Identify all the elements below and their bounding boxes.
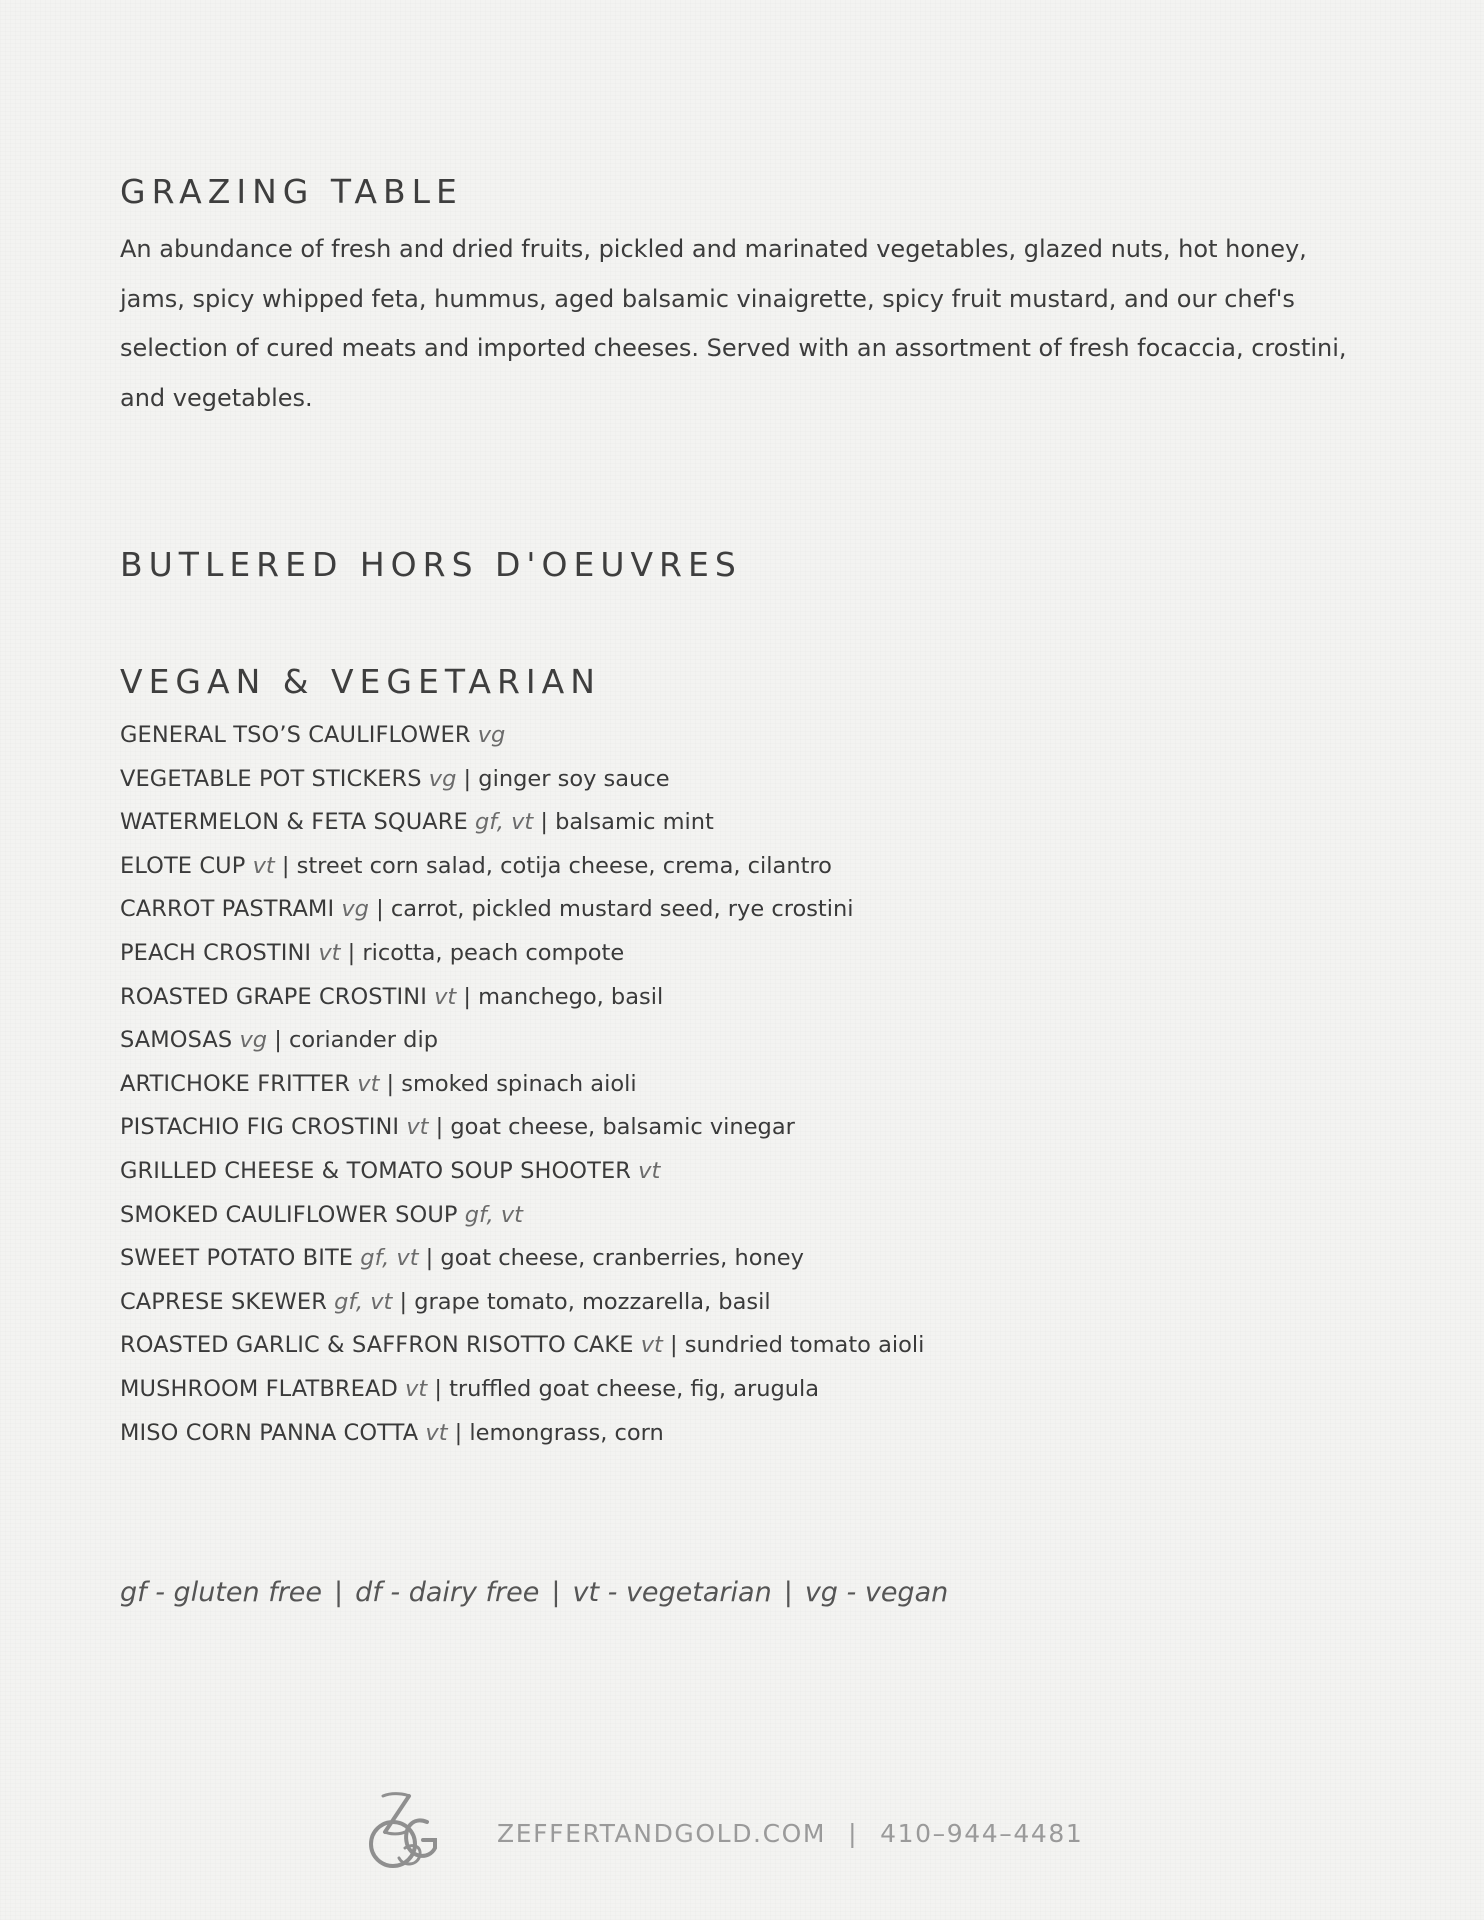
phone-number[interactable]: 410–944–4481 xyxy=(880,1818,1084,1848)
vegan-vegetarian-heading: VEGAN & VEGETARIAN xyxy=(120,662,601,701)
menu-item-separator: | xyxy=(340,939,363,966)
menu-item-name: ELOTE CUP xyxy=(120,852,246,879)
menu-item xyxy=(120,932,924,976)
menu-item-description: smoked spinach aioli xyxy=(401,1070,637,1097)
menu-item-separator: | xyxy=(427,1375,450,1402)
website-link[interactable]: ZEFFERTANDGOLD.COM xyxy=(497,1818,827,1848)
menu-item-diet-tag: vt xyxy=(406,1114,429,1141)
menu-item-name: ROASTED GRAPE CROSTINI xyxy=(120,983,427,1010)
menu-item-diet-tag: vt xyxy=(405,1375,428,1402)
menu-item xyxy=(120,1106,924,1150)
menu-item-description: goat cheese, cranberries, honey xyxy=(440,1245,804,1272)
menu-item xyxy=(120,845,924,889)
menu-item-description: manchego, basil xyxy=(478,983,664,1010)
menu-item-description: grape tomato, mozzarella, basil xyxy=(414,1288,771,1315)
menu-item-name: PISTACHIO FIG CROSTINI xyxy=(120,1114,400,1141)
menu-item-separator: | xyxy=(456,983,479,1010)
menu-item-diet-tag: vg xyxy=(239,1027,268,1054)
menu-item-list xyxy=(120,714,924,1455)
menu-item-description: street corn salad, cotija cheese, crema, cilantro xyxy=(296,852,832,879)
legend-vegetarian: vt - vegetarian xyxy=(572,1577,772,1608)
menu-item-diet-tag: vt xyxy=(425,1419,448,1446)
menu-item-separator: | xyxy=(274,852,297,879)
menu-item-separator: | xyxy=(379,1070,402,1097)
menu-item xyxy=(120,1194,924,1238)
menu-item-description: lemongrass, corn xyxy=(469,1419,664,1446)
zg-monogram-icon xyxy=(365,1788,455,1878)
menu-item-name: GRILLED CHEESE & TOMATO SOUP SHOOTER xyxy=(120,1157,631,1184)
menu-item-diet-tag: vg xyxy=(341,896,369,923)
menu-item-diet-tag: gf, vt xyxy=(334,1288,393,1315)
menu-item-separator: | xyxy=(428,1114,451,1141)
menu-item-separator: | xyxy=(368,896,391,923)
menu-item xyxy=(120,801,924,845)
menu-item-separator: | xyxy=(267,1027,289,1054)
menu-item-name: WATERMELON & FETA SQUARE xyxy=(120,809,468,836)
dietary-legend xyxy=(120,1577,948,1608)
menu-item xyxy=(120,1281,924,1325)
legend-gluten-free: gf - gluten free xyxy=(120,1577,323,1608)
menu-item-separator: | xyxy=(533,809,556,836)
menu-item-name: VEGETABLE POT STICKERS xyxy=(120,765,422,792)
menu-item xyxy=(120,888,924,932)
menu-item xyxy=(120,976,924,1020)
menu-item-name: ARTICHOKE FRITTER xyxy=(120,1070,351,1097)
menu-item-separator: | xyxy=(392,1288,415,1315)
menu-item-name: CAPRESE SKEWER xyxy=(120,1288,327,1315)
menu-item xyxy=(120,1324,924,1368)
menu-item-separator: | xyxy=(456,765,479,792)
menu-item-description: ricotta, peach compote xyxy=(362,939,625,966)
legend-divider: | xyxy=(783,1577,793,1608)
menu-item-name: SMOKED CAULIFLOWER SOUP xyxy=(120,1201,458,1228)
menu-item-diet-tag: vt xyxy=(434,983,457,1010)
menu-item-description: goat cheese, balsamic vinegar xyxy=(450,1114,795,1141)
menu-item xyxy=(120,758,924,802)
menu-item xyxy=(120,1368,924,1412)
menu-item-name: GENERAL TSO’S CAULIFLOWER xyxy=(120,722,471,748)
menu-item-diet-tag: vt xyxy=(357,1070,380,1097)
menu-item-diet-tag: gf, vt xyxy=(360,1245,419,1272)
menu-item-diet-tag: vg xyxy=(428,765,457,792)
menu-item-diet-tag: vg xyxy=(477,722,506,748)
legend-divider: | xyxy=(334,1577,344,1608)
menu-item-name: SWEET POTATO BITE xyxy=(120,1245,354,1272)
menu-item-name: CARROT PASTRAMI xyxy=(120,896,335,923)
menu-item-description: coriander dip xyxy=(288,1027,438,1054)
menu-item xyxy=(120,714,924,758)
legend-vegan: vg - vegan xyxy=(804,1577,949,1608)
grazing-table-description: An abundance of fresh and dried fruits, pickled and marinated vegetables, glazed nuts, hot honey, jams, spicy whipped feta, hummus, aged balsamic vinaigrette, spicy fruit mustard, and our chef's selection of cured meats and imported cheeses. Served with an assortment of fresh focaccia, crostini, and vegetables. xyxy=(120,235,1347,412)
legend-dairy-free: df - dairy free xyxy=(355,1577,540,1608)
menu-item-separator: | xyxy=(662,1332,685,1359)
menu-item-name: PEACH CROSTINI xyxy=(120,939,312,966)
menu-item-description: truffled goat cheese, fig, arugula xyxy=(449,1375,820,1402)
page-footer xyxy=(365,1783,1083,1883)
legend-divider: | xyxy=(551,1577,561,1608)
menu-item-description: sundried tomato aioli xyxy=(684,1332,925,1359)
menu-item-description: balsamic mint xyxy=(555,809,714,836)
menu-item xyxy=(120,1019,924,1063)
menu-item-separator: | xyxy=(418,1245,441,1272)
menu-item-diet-tag: vt xyxy=(640,1332,663,1359)
menu-item-diet-tag: vt xyxy=(318,939,341,966)
menu-item xyxy=(120,1412,924,1456)
menu-item-diet-tag: gf, vt xyxy=(464,1201,523,1228)
menu-item-diet-tag: vt xyxy=(638,1157,661,1184)
butlered-hors-doeuvres-heading: BUTLERED HORS D'OEUVRES xyxy=(120,545,742,584)
menu-item-name: SAMOSAS xyxy=(120,1027,233,1054)
menu-item-description: carrot, pickled mustard seed, rye crostini xyxy=(390,896,854,923)
footer-separator: | xyxy=(848,1818,859,1848)
footer-contact xyxy=(497,1819,1083,1848)
menu-item-name: ROASTED GARLIC & SAFFRON RISOTTO CAKE xyxy=(120,1332,634,1359)
menu-item xyxy=(120,1237,924,1281)
menu-item-diet-tag: gf, vt xyxy=(474,809,534,836)
menu-item-diet-tag: vt xyxy=(252,852,275,879)
menu-item xyxy=(120,1063,924,1107)
menu-item-name: MUSHROOM FLATBREAD xyxy=(120,1375,398,1402)
menu-item xyxy=(120,1150,924,1194)
menu-item-name: MISO CORN PANNA COTTA xyxy=(120,1419,419,1446)
menu-item-separator: | xyxy=(447,1419,470,1446)
menu-item-description: ginger soy sauce xyxy=(478,765,670,792)
grazing-table-heading: GRAZING TABLE xyxy=(120,172,463,211)
